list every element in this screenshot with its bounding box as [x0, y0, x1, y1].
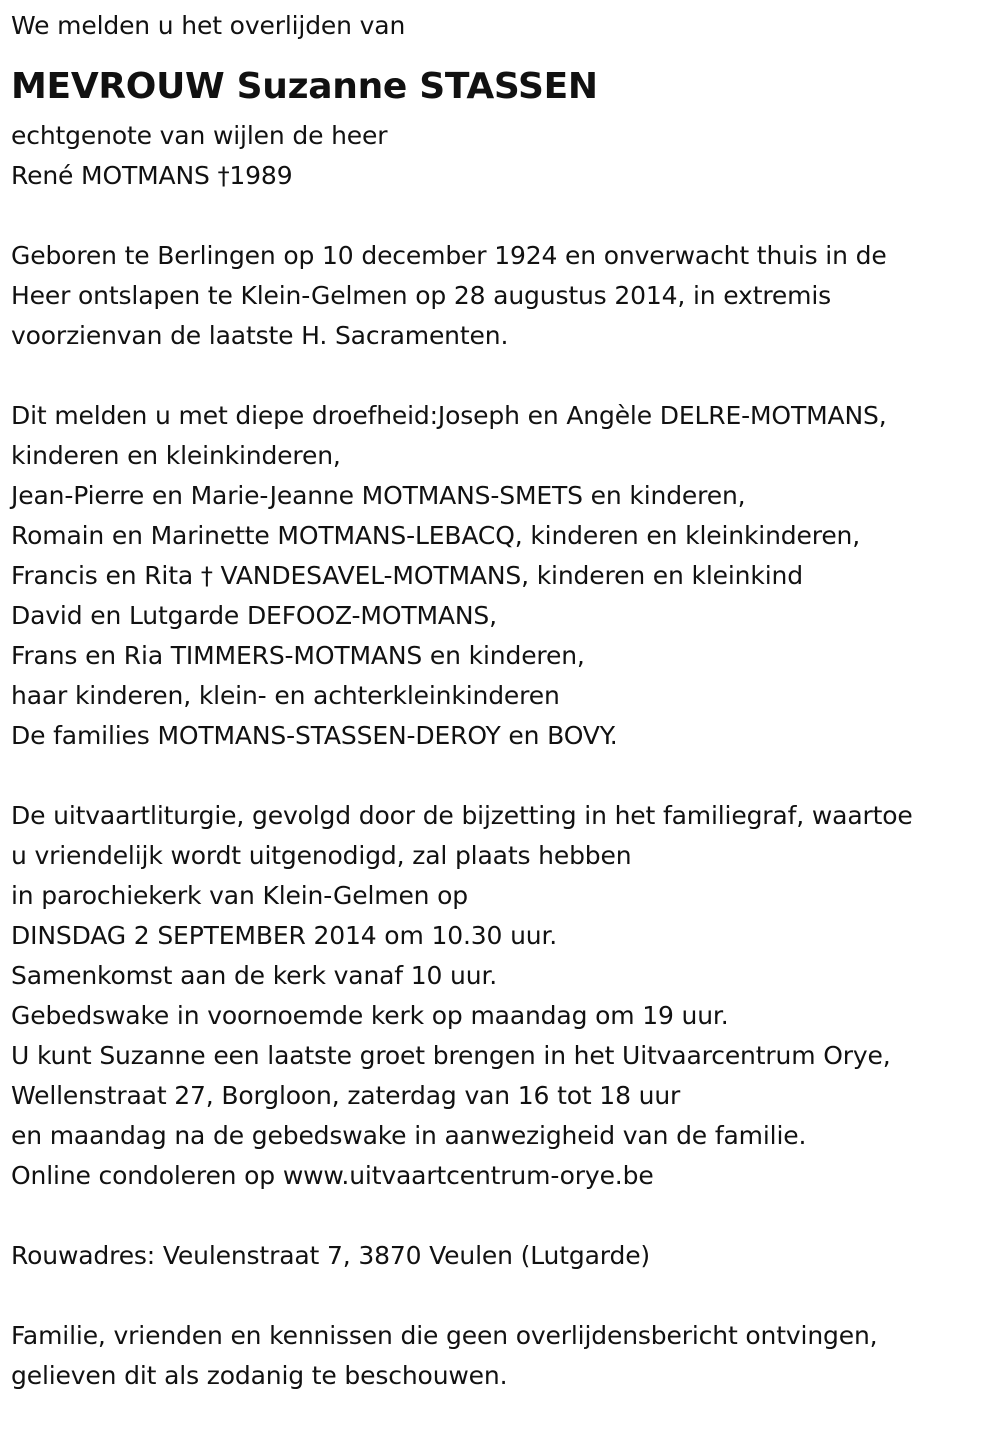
mourners-line: haar kinderen, klein- en achterkleinkinderen — [11, 681, 560, 710]
funeral-line: Wellenstraat 27, Borgloon, zaterdag van 16 tot 18 uur — [11, 1081, 681, 1110]
spacer — [11, 756, 996, 796]
spouse-name: René MOTMANS — [11, 161, 218, 190]
mourners-line — [11, 556, 996, 596]
intro-text: We melden u het overlijden van — [11, 11, 406, 40]
mourners-text: VANDESAVEL-MOTMANS, kinderen en kleinkind — [212, 561, 803, 590]
spacer — [11, 196, 996, 236]
funeral-line: Samenkomst aan de kerk vanaf 10 uur. — [11, 961, 498, 990]
funeral-line: De uitvaartliturgie, gevolgd door de bijzetting in het familiegraf, waartoe — [11, 801, 913, 830]
funeral-line: in parochiekerk van Klein-Gelmen op — [11, 881, 469, 910]
obituary-notice — [11, 6, 996, 1396]
mourners-line: Romain en Marinette MOTMANS-LEBACQ, kinderen en kleinkinderen, — [11, 521, 861, 550]
deceased-name: MEVROUW Suzanne STASSEN — [11, 66, 598, 107]
spacer — [11, 356, 996, 396]
mourners-line: David en Lutgarde DEFOOZ-MOTMANS, — [11, 601, 497, 630]
mourners-line: kinderen en kleinkinderen, — [11, 441, 341, 470]
mourners-line: Dit melden u met diepe droefheid:Joseph en Angèle DELRE-MOTMANS, — [11, 401, 887, 430]
closing-line: Familie, vrienden en kennissen die geen overlijdensbericht ontvingen, — [11, 1321, 878, 1350]
funeral-date: DINSDAG 2 SEPTEMBER 2014 om 10.30 uur. — [11, 921, 558, 950]
funeral-line: en maandag na de gebedswake in aanwezigheid van de familie. — [11, 1121, 807, 1150]
spouse-line-1: echtgenote van wijlen de heer — [11, 121, 388, 150]
closing-line: gelieven dit als zodanig te beschouwen. — [11, 1361, 508, 1390]
funeral-line: U kunt Suzanne een laatste groet brengen in het Uitvaarcentrum Orye, — [11, 1041, 891, 1070]
mourning-address: Rouwadres: Veulenstraat 7, 3870 Veulen (Lutgarde) — [11, 1241, 651, 1270]
birth-death-line: voorzienvan de laatste H. Sacramenten. — [11, 321, 509, 350]
spacer — [11, 1196, 996, 1236]
birth-death-line: Geboren te Berlingen op 10 december 1924 en onverwacht thuis in de — [11, 241, 887, 270]
mourners-line: Frans en Ria TIMMERS-MOTMANS en kinderen, — [11, 641, 585, 670]
spacer — [11, 1276, 996, 1316]
mourners-line: De families MOTMANS-STASSEN-DEROY en BOVY. — [11, 721, 618, 750]
funeral-line: Gebedswake in voornoemde kerk op maandag om 19 uur. — [11, 1001, 729, 1030]
spouse-death-year: 1989 — [229, 161, 293, 190]
online-condolence-line: Online condoleren op www.uitvaartcentrum-orye.be — [11, 1161, 654, 1190]
spouse-line-2 — [11, 156, 996, 196]
cross-icon: † — [217, 162, 230, 190]
funeral-line: u vriendelijk wordt uitgenodigd, zal plaats hebben — [11, 841, 632, 870]
cross-icon: † — [200, 562, 213, 590]
mourners-line: Jean-Pierre en Marie-Jeanne MOTMANS-SMETS en kinderen, — [11, 481, 746, 510]
mourners-text: Francis en Rita — [11, 561, 201, 590]
birth-death-line: Heer ontslapen te Klein-Gelmen op 28 augustus 2014, in extremis — [11, 281, 832, 310]
